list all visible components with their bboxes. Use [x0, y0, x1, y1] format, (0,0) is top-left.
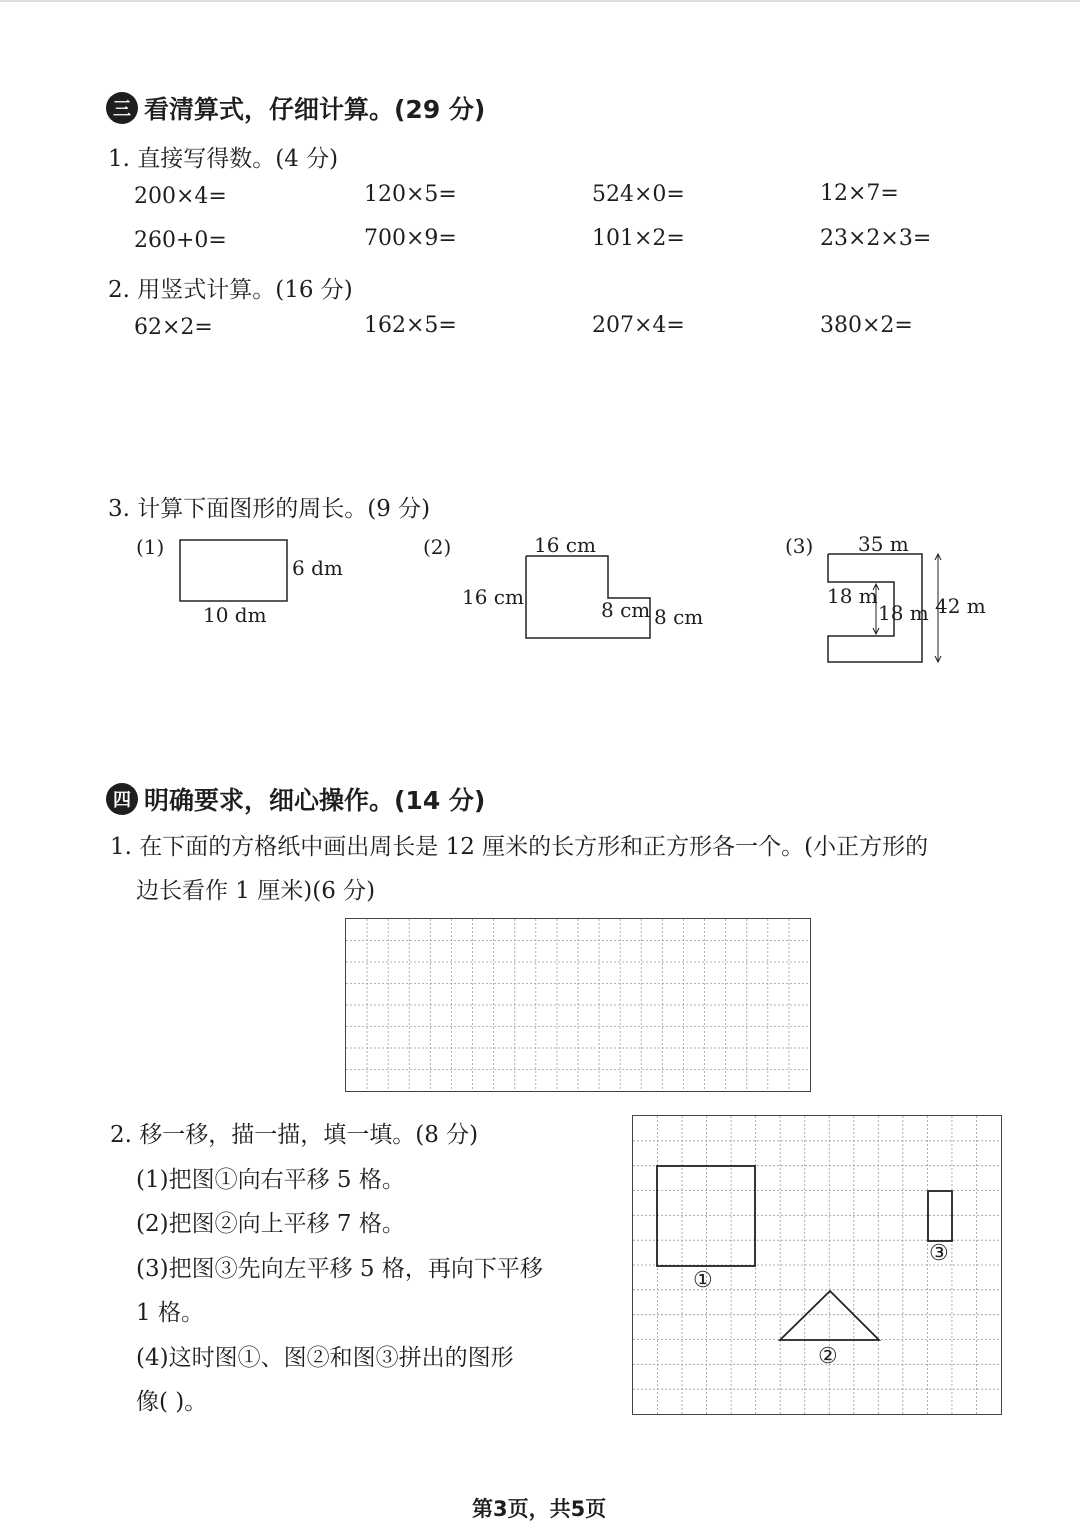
fig2-notch-label: 8 cm	[601, 598, 651, 622]
top-edge-line	[0, 0, 1080, 2]
s4-q2-title: 2. 移一移，描一描，填一填。(8 分)	[110, 1122, 479, 1148]
s4-q1-line1: 1. 在下面的方格纸中画出周长是 12 厘米的长方形和正方形各一个。(小正方形的	[110, 834, 929, 860]
s4-q1-line2: 边长看作 1 厘米)(6 分)	[136, 878, 376, 904]
s3-q2-title: 2. 用竖式计算。(16 分)	[108, 277, 353, 303]
fig1-height-label: 6 dm	[292, 556, 343, 580]
grid-paper-translation[interactable]	[632, 1115, 1002, 1415]
equation: 200×4=	[134, 184, 227, 209]
equation: 162×5=	[364, 313, 457, 338]
s4-q2-step3b: 1 格。	[136, 1300, 204, 1326]
equation: 260+0=	[134, 228, 227, 253]
s4-q2-step1: (1)把图①向右平移 5 格。	[136, 1167, 405, 1193]
page-footer: 第3页，共5页	[472, 1497, 607, 1521]
fig2-label: (2)	[423, 535, 452, 559]
shape3-label: ③	[929, 1241, 949, 1266]
shape1-square	[657, 1166, 755, 1266]
equation: 12×7=	[820, 181, 899, 206]
s4-q2-step2: (2)把图②向上平移 7 格。	[136, 1211, 405, 1237]
fig3-top-label: 35 m	[858, 532, 909, 556]
fig3-height-label: 42 m	[935, 594, 986, 618]
s3-q3-title: 3. 计算下面图形的周长。(9 分)	[108, 496, 431, 522]
shape2-label: ②	[818, 1344, 838, 1369]
fig1-rectangle	[170, 530, 290, 610]
fig1-width-label: 10 dm	[203, 603, 267, 627]
section4-title: 明确要求，细心操作。(14 分)	[144, 786, 486, 815]
equation: 700×9=	[364, 226, 457, 251]
equation: 101×2=	[592, 226, 685, 251]
shape2-triangle	[780, 1291, 879, 1340]
equation: 23×2×3=	[820, 226, 932, 251]
fig3-inner-label: 18 m	[827, 584, 878, 608]
equation: 207×4=	[592, 313, 685, 338]
equation: 380×2=	[820, 313, 913, 338]
s4-q2-step4a: (4)这时图①、图②和图③拼出的图形	[136, 1345, 514, 1371]
fig1-label: (1)	[136, 535, 165, 559]
equation: 62×2=	[134, 315, 213, 340]
shape3-rectangle	[928, 1191, 952, 1241]
s3-q1-title: 1. 直接写得数。(4 分)	[108, 146, 339, 172]
s4-q2-step3a: (3)把图③先向左平移 5 格，再向下平移	[136, 1256, 543, 1282]
section3-badge: 三	[106, 92, 138, 124]
equation: 120×5=	[364, 182, 457, 207]
section3-title: 看清算式，仔细计算。(29 分)	[144, 95, 486, 124]
fig3-inner2-label: 18 m	[878, 601, 929, 625]
grid-paper-draw-area[interactable]	[345, 918, 811, 1092]
fig2-left-label: 16 cm	[462, 585, 524, 609]
s4-q2-step4b: 像( )。	[136, 1389, 208, 1415]
equation: 524×0=	[592, 182, 685, 207]
shape1-label: ①	[693, 1268, 713, 1293]
section4-badge: 四	[106, 783, 138, 815]
section3-header	[106, 90, 485, 126]
fig3-label: (3)	[785, 534, 814, 558]
translation-shapes	[633, 1116, 1003, 1416]
fig2-top-label: 16 cm	[534, 533, 596, 557]
section4-header	[106, 781, 485, 817]
fig2-right-label: 8 cm	[654, 605, 704, 629]
grid-lines	[346, 919, 810, 1091]
